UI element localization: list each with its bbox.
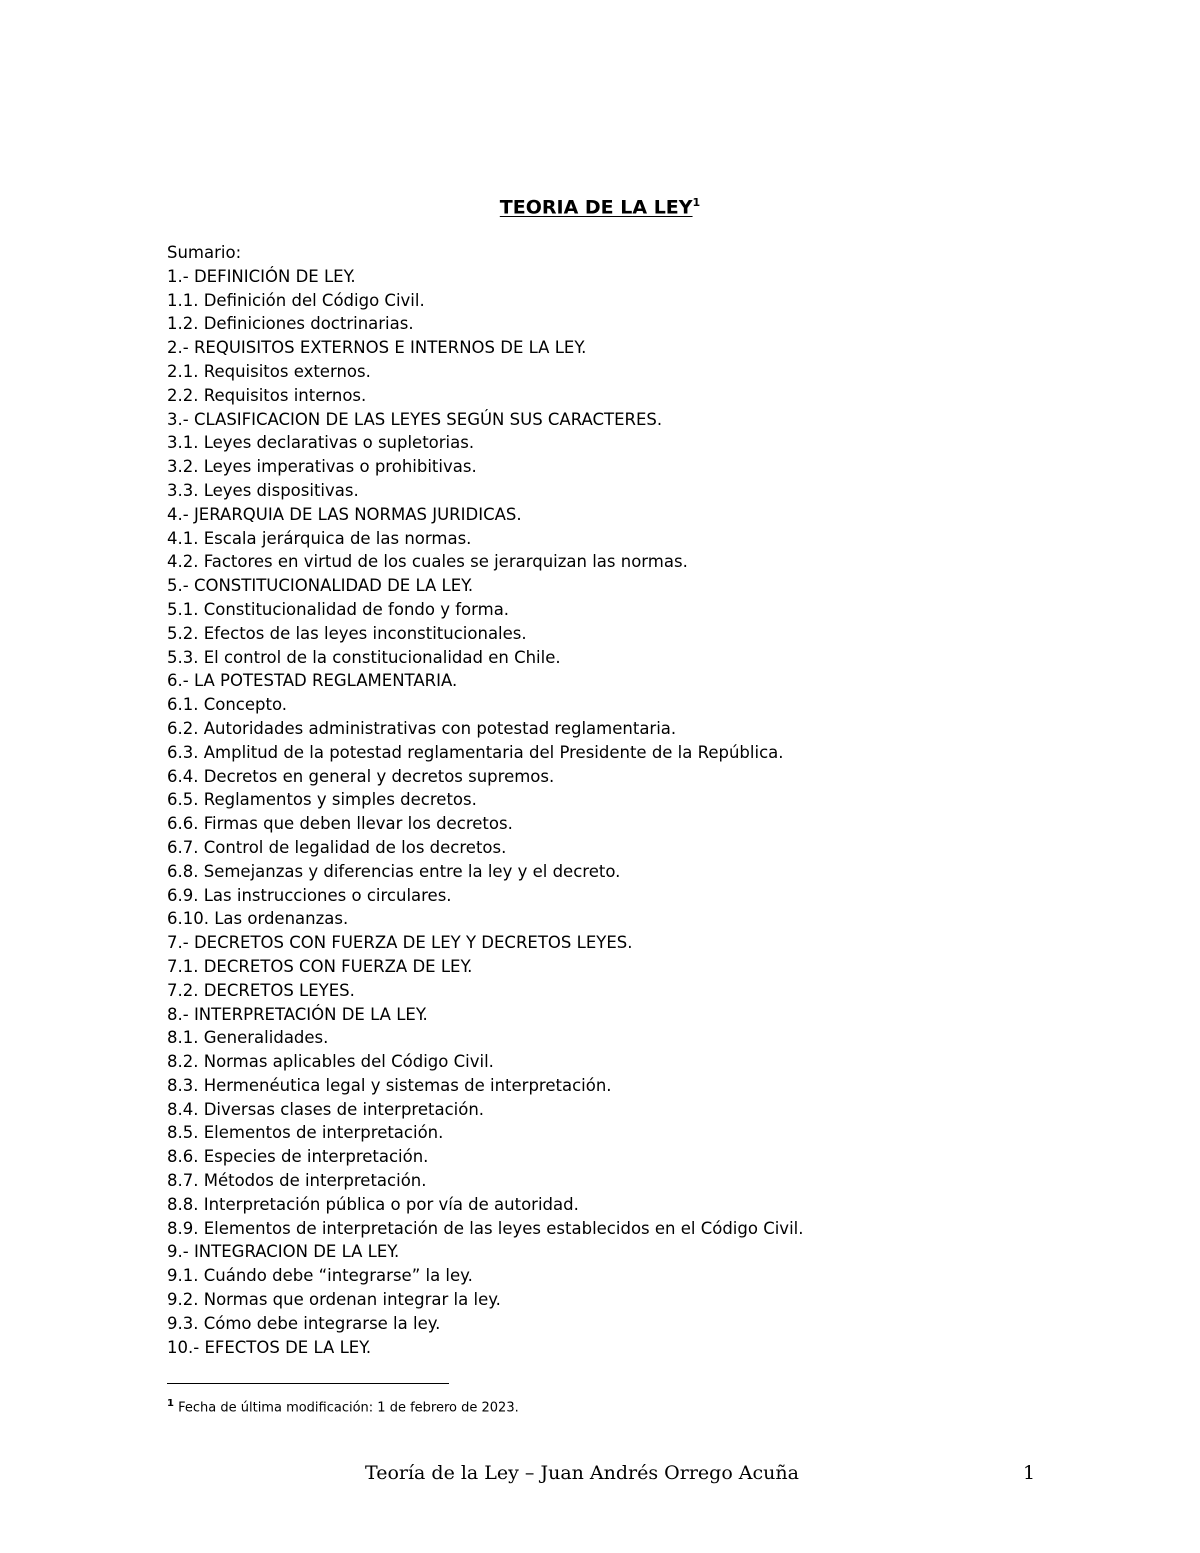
summary-item: 9.2. Normas que ordenan integrar la ley.	[167, 1290, 501, 1310]
summary-item: 8.5. Elementos de interpretación.	[167, 1123, 444, 1143]
document-title	[0, 190, 1200, 220]
footnote	[167, 1395, 519, 1417]
summary-item: 1.2. Definiciones doctrinarias.	[167, 314, 414, 334]
footnote-separator	[167, 1383, 449, 1384]
summary-item: 2.- REQUISITOS EXTERNOS E INTERNOS DE LA LEY.	[167, 338, 587, 358]
summary-item: 7.1. DECRETOS CON FUERZA DE LEY.	[167, 956, 473, 976]
footnote-mark: 1	[167, 1398, 174, 1409]
summary-item: 6.4. Decretos en general y decretos supremos.	[167, 766, 555, 786]
summary-item: 6.7. Control de legalidad de los decretos.	[167, 837, 507, 857]
summary-item: 1.- DEFINICIÓN DE LEY.	[167, 266, 356, 286]
summary-item: 6.6. Firmas que deben llevar los decretos.	[167, 814, 513, 834]
summary-item: 3.3. Leyes dispositivas.	[167, 480, 359, 500]
summary-item: 5.3. El control de la constitucionalidad en Chile.	[167, 647, 561, 667]
summary-item: 8.3. Hermenéutica legal y sistemas de interpretación.	[167, 1075, 612, 1095]
summary-item: 7.2. DECRETOS LEYES.	[167, 980, 355, 1000]
summary-heading: Sumario:	[167, 243, 242, 262]
summary-item: 6.8. Semejanzas y diferencias entre la ley y el decreto.	[167, 861, 621, 881]
summary-item: 9.1. Cuándo debe “integrarse” la ley.	[167, 1266, 473, 1286]
summary-item: 3.1. Leyes declarativas o supletorias.	[167, 433, 475, 453]
summary-item: 6.10. Las ordenanzas.	[167, 909, 349, 929]
summary-item: 4.2. Factores en virtud de los cuales se jerarquizan las normas.	[167, 552, 688, 572]
summary-item: 5.2. Efectos de las leyes inconstitucionales.	[167, 623, 527, 643]
footnote-text: Fecha de última modificación: 1 de febrero de 2023.	[178, 1400, 519, 1416]
summary-item: 5.- CONSTITUCIONALIDAD DE LA LEY.	[167, 576, 474, 596]
page-number: 1	[1023, 1462, 1036, 1484]
summary-item: 6.2. Autoridades administrativas con potestad reglamentaria.	[167, 718, 677, 738]
summary-item: 3.- CLASIFICACION DE LAS LEYES SEGÚN SUS CARACTERES.	[167, 409, 663, 429]
summary-item: 7.- DECRETOS CON FUERZA DE LEY Y DECRETOS LEYES.	[167, 933, 633, 953]
summary-item: 8.- INTERPRETACIÓN DE LA LEY.	[167, 1004, 428, 1024]
summary-item: 2.1. Requisitos externos.	[167, 361, 371, 381]
summary-list	[167, 241, 1067, 1359]
summary-item: 9.- INTEGRACION DE LA LEY.	[167, 1242, 400, 1262]
summary-item: 8.9. Elementos de interpretación de las leyes establecidos en el Código Civil.	[167, 1218, 804, 1238]
summary-item: 8.6. Especies de interpretación.	[167, 1147, 429, 1167]
title-footnote-mark[interactable]: 1	[692, 196, 701, 209]
summary-item: 4.- JERARQUIA DE LAS NORMAS JURIDICAS.	[167, 504, 522, 524]
summary-item: 8.1. Generalidades.	[167, 1028, 329, 1048]
summary-item: 6.3. Amplitud de la potestad reglamentaria del Presidente de la República.	[167, 742, 784, 762]
summary-item: 6.5. Reglamentos y simples decretos.	[167, 790, 477, 810]
summary-item: 10.- EFECTOS DE LA LEY.	[167, 1337, 372, 1357]
title-text: TEORIA DE LA LEY	[499, 196, 693, 219]
summary-item: 6.- LA POTESTAD REGLAMENTARIA.	[167, 671, 458, 691]
summary-item: 2.2. Requisitos internos.	[167, 385, 367, 405]
summary-item: 1.1. Definición del Código Civil.	[167, 290, 425, 310]
summary-item: 8.4. Diversas clases de interpretación.	[167, 1099, 485, 1119]
summary-item: 4.1. Escala jerárquica de las normas.	[167, 528, 472, 548]
summary-item: 8.8. Interpretación pública o por vía de autoridad.	[167, 1194, 579, 1214]
footer-text: Teoría de la Ley – Juan Andrés Orrego Acuña	[365, 1462, 799, 1484]
summary-item: 6.1. Concepto.	[167, 695, 288, 715]
summary-item: 6.9. Las instrucciones o circulares.	[167, 885, 452, 905]
summary-item: 8.2. Normas aplicables del Código Civil.	[167, 1052, 494, 1072]
summary-item: 3.2. Leyes imperativas o prohibitivas.	[167, 457, 477, 477]
summary-item: 9.3. Cómo debe integrarse la ley.	[167, 1313, 441, 1333]
summary-item: 5.1. Constitucionalidad de fondo y forma.	[167, 599, 510, 619]
summary-item: 8.7. Métodos de interpretación.	[167, 1171, 427, 1191]
